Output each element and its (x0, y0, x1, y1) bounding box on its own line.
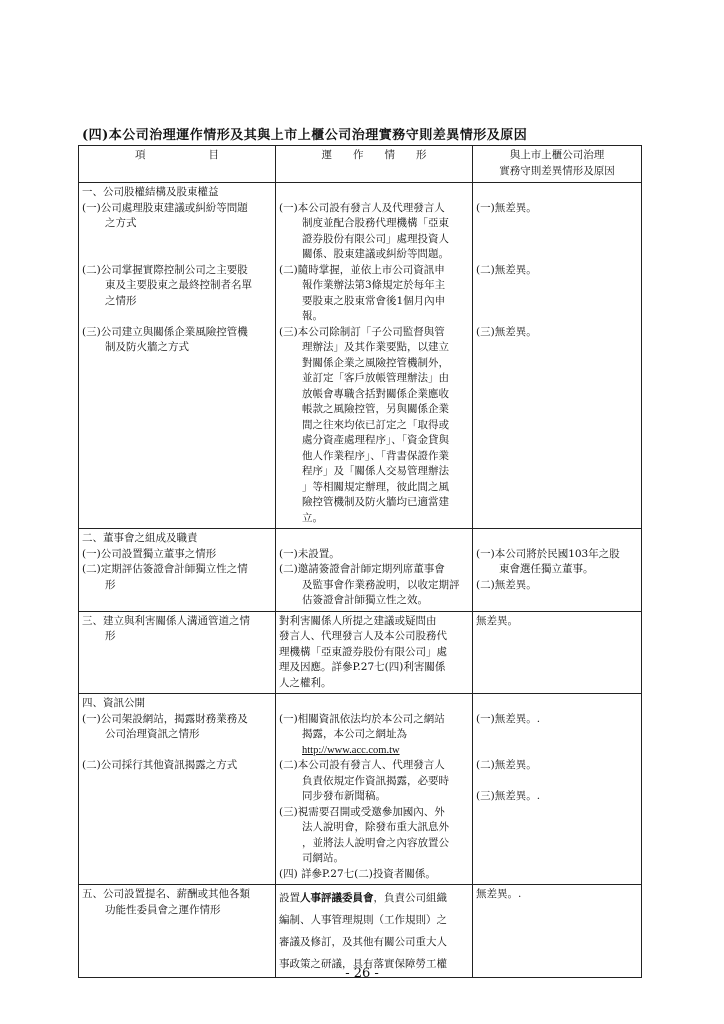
operation-cell: (一)未設置。 (二)邀請簽證會計師定期列席董事會 及監事會作業務說明，以收定期評 估簽證會計師獨立性之效。 (276, 529, 473, 612)
table-header-row (79, 146, 642, 183)
website-link[interactable]: http://www.acc.com.tw (302, 744, 400, 756)
operation-cell: 設置人事評議委員會，負責公司組織 編制、人事管理規則（工作規則）之 審議及修訂，及其他有關公司重大人 事政策之研議，具有落實保障勞工權 (276, 885, 473, 978)
operation-cell: (一)相關資訊依法均於本公司之網站 揭露，本公司之網址為 http://www.acc.com.tw (二)本公司設有發言人、代理發言人 負責依規定作資訊揭露，必要時 同步發布新聞稿。 (三)視需要召開或受邀參加國內、外 法人說明會，除發布重大訊息外 ，並將法人說明會之內容放置公 司網站。 (四) 詳參P.27七(二)投資者關係。 (276, 694, 473, 885)
table-row-board (79, 529, 642, 612)
difference-cell: 無差異。 (473, 611, 642, 694)
item-cell: 四、資訊公開 (一)公司架設網站，揭露財務業務及 公司治理資訊之情形 (二)公司採行其他資訊揭露之方式 (79, 694, 276, 885)
operation-cell: 對利害關係人所提之建議或疑問由 發言人、代理發言人及本公司股務代 理機構「亞東證券股份有限公司」處 理及因應。詳參P.27七(四)利害關係 人之權利。 (276, 611, 473, 694)
governance-table (78, 145, 642, 978)
item-cell: 二、董事會之組成及職責 (一)公司設置獨立董事之情形 (二)定期評估簽證會計師獨立性之情 形 (79, 529, 276, 612)
section-title: (四)本公司治理運作情形及其與上市上櫃公司治理實務守則差異情形及原因 (82, 128, 528, 143)
item-cell: 三、建立與利害關係人溝通管道之情 形 (79, 611, 276, 694)
table-row-equity (79, 183, 642, 529)
page-number: - 26 - (345, 966, 379, 981)
table-row-stakeholders (79, 611, 642, 694)
item-cell: 一、公司股權結構及股東權益 (一)公司處理股東建議或糾紛等問題 之方式 (二)公司掌握實際控制公司之主要股 東及主要股東之最終控制者名單 之情形 (三)公司建立與關係企業風險控管機 制及防火牆之方式 (79, 183, 276, 529)
table-row-committees (79, 885, 642, 978)
header-difference: 與上市上櫃公司治理 實務守則差異情形及原因 (473, 146, 642, 183)
difference-cell: (一)無差異。 (二)無差異。 (三)無差異。 (473, 183, 642, 529)
operation-cell: (一)本公司設有發言人及代理發言人 制度並配合股務代理機構「亞東 證券股份有限公司」處理投資人 關係、股東建議或糾紛等問題。 (二)隨時掌握，並依上市公司資訊申 報作業辦法第3條規定於每年主 要股東之股東常會後1個月內申 報。 (三)本公司除制訂「子公司監督與管 理辦法」及其作業要點，以建立 對關係企業之風險控管機制外， 並訂定「客戶放帳管理辦法」由 放帳會專職含括對關係企業應收 帳款之風險控管，另與關係企業 間之往來均依已訂定之「取得或 處分資產處理程序」、「資金貸與 他人作業程序」、「背書保證作業 程序」及「關係人交易管理辦法 」等相關規定辦理，彼此間之風 險控管機制及防火牆均已適當建 立。 (276, 183, 473, 529)
item-cell: 五、公司設置提名、薪酬或其他各類 功能性委員會之運作情形 (79, 885, 276, 978)
header-item: 項 目 (79, 146, 276, 183)
difference-cell: (一)無差異。. (二)無差異。 (三)無差異。. (473, 694, 642, 885)
table-row-disclosure (79, 694, 642, 885)
header-operation: 運 作 情 形 (276, 146, 473, 183)
difference-cell: (一)本公司將於民國103年之股 東會選任獨立董事。 (二)無差異。 (473, 529, 642, 612)
difference-cell: 無差異。. (473, 885, 642, 978)
